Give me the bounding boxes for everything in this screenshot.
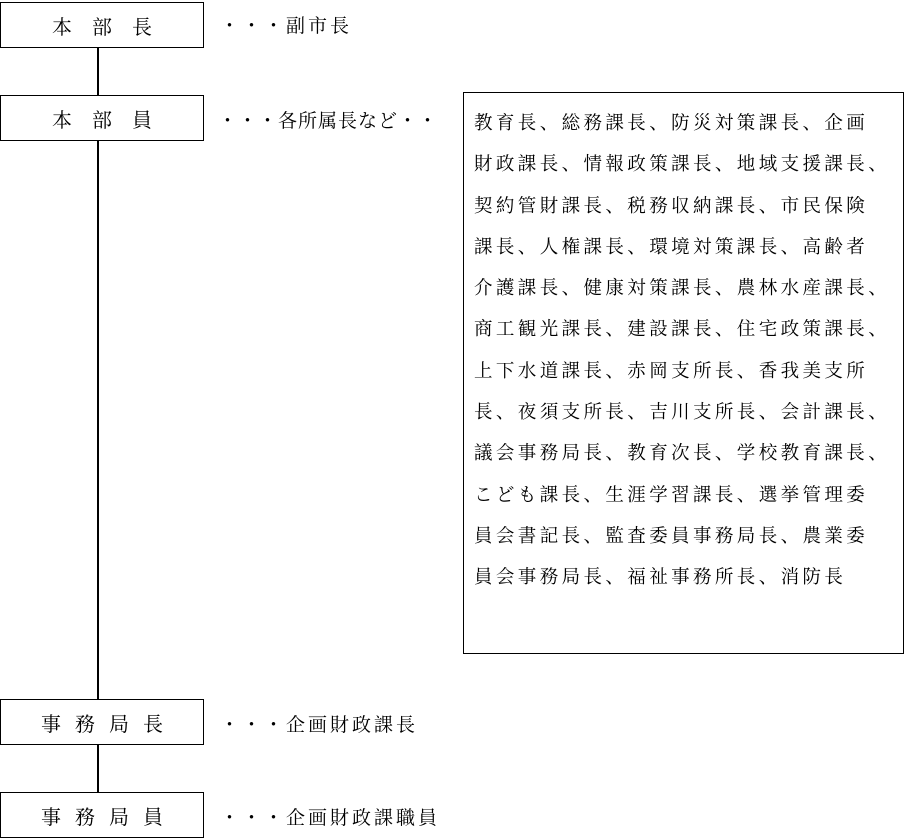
node-note: ・・・副市長 bbox=[220, 15, 353, 37]
members-list-line: 介護課長、健康対策課長、農林水産課長、 bbox=[474, 278, 891, 300]
members-list-line: 長、夜須支所長、吉川支所長、会計課長、 bbox=[474, 402, 891, 424]
node-box-honbucho bbox=[0, 2, 204, 48]
node-label: 本部員 bbox=[52, 107, 172, 132]
node-note: ・・・企画財政課職員 bbox=[220, 807, 441, 829]
members-list-line: 財政課長、情報政策課長、地域支援課長、 bbox=[474, 154, 891, 176]
node-box-honbuin bbox=[0, 95, 204, 141]
members-list-line: 教育長、総務課長、防災対策課長、企画 bbox=[474, 113, 869, 134]
connector-line-1 bbox=[97, 47, 99, 95]
node-label: 事務局員 bbox=[41, 804, 177, 829]
members-list-line: こども課長、生涯学習課長、選挙管理委 bbox=[474, 484, 869, 506]
members-list-box bbox=[463, 92, 904, 654]
node-label: 事務局長 bbox=[41, 711, 177, 736]
members-list-line: 課長、人権課長、環境対策課長、高齢者 bbox=[474, 236, 869, 258]
node-box-jimukyokuin bbox=[0, 792, 204, 838]
members-list-line: 上下水道課長、赤岡支所長、香我美支所 bbox=[474, 360, 869, 382]
members-list-line: 員会書記長、監査委員事務局長、農業委 bbox=[474, 525, 869, 547]
members-list-line: 議会事務局長、教育次長、学校教育課長、 bbox=[474, 443, 891, 465]
members-list-line: 員会事務局長、福祉事務所長、消防長 bbox=[474, 567, 847, 589]
node-note: ・・・各所属長など・・ bbox=[218, 110, 439, 132]
connector-line-3 bbox=[97, 745, 99, 793]
members-list-line: 契約管財課長、税務収納課長、市民保険 bbox=[474, 195, 869, 217]
members-list-line: 商工観光課長、建設課長、住宅政策課長、 bbox=[474, 319, 891, 341]
node-note: ・・・企画財政課長 bbox=[220, 714, 419, 736]
node-box-jimukyokucho bbox=[0, 699, 204, 745]
node-label: 本部長 bbox=[52, 14, 172, 39]
connector-line-2 bbox=[97, 141, 99, 700]
